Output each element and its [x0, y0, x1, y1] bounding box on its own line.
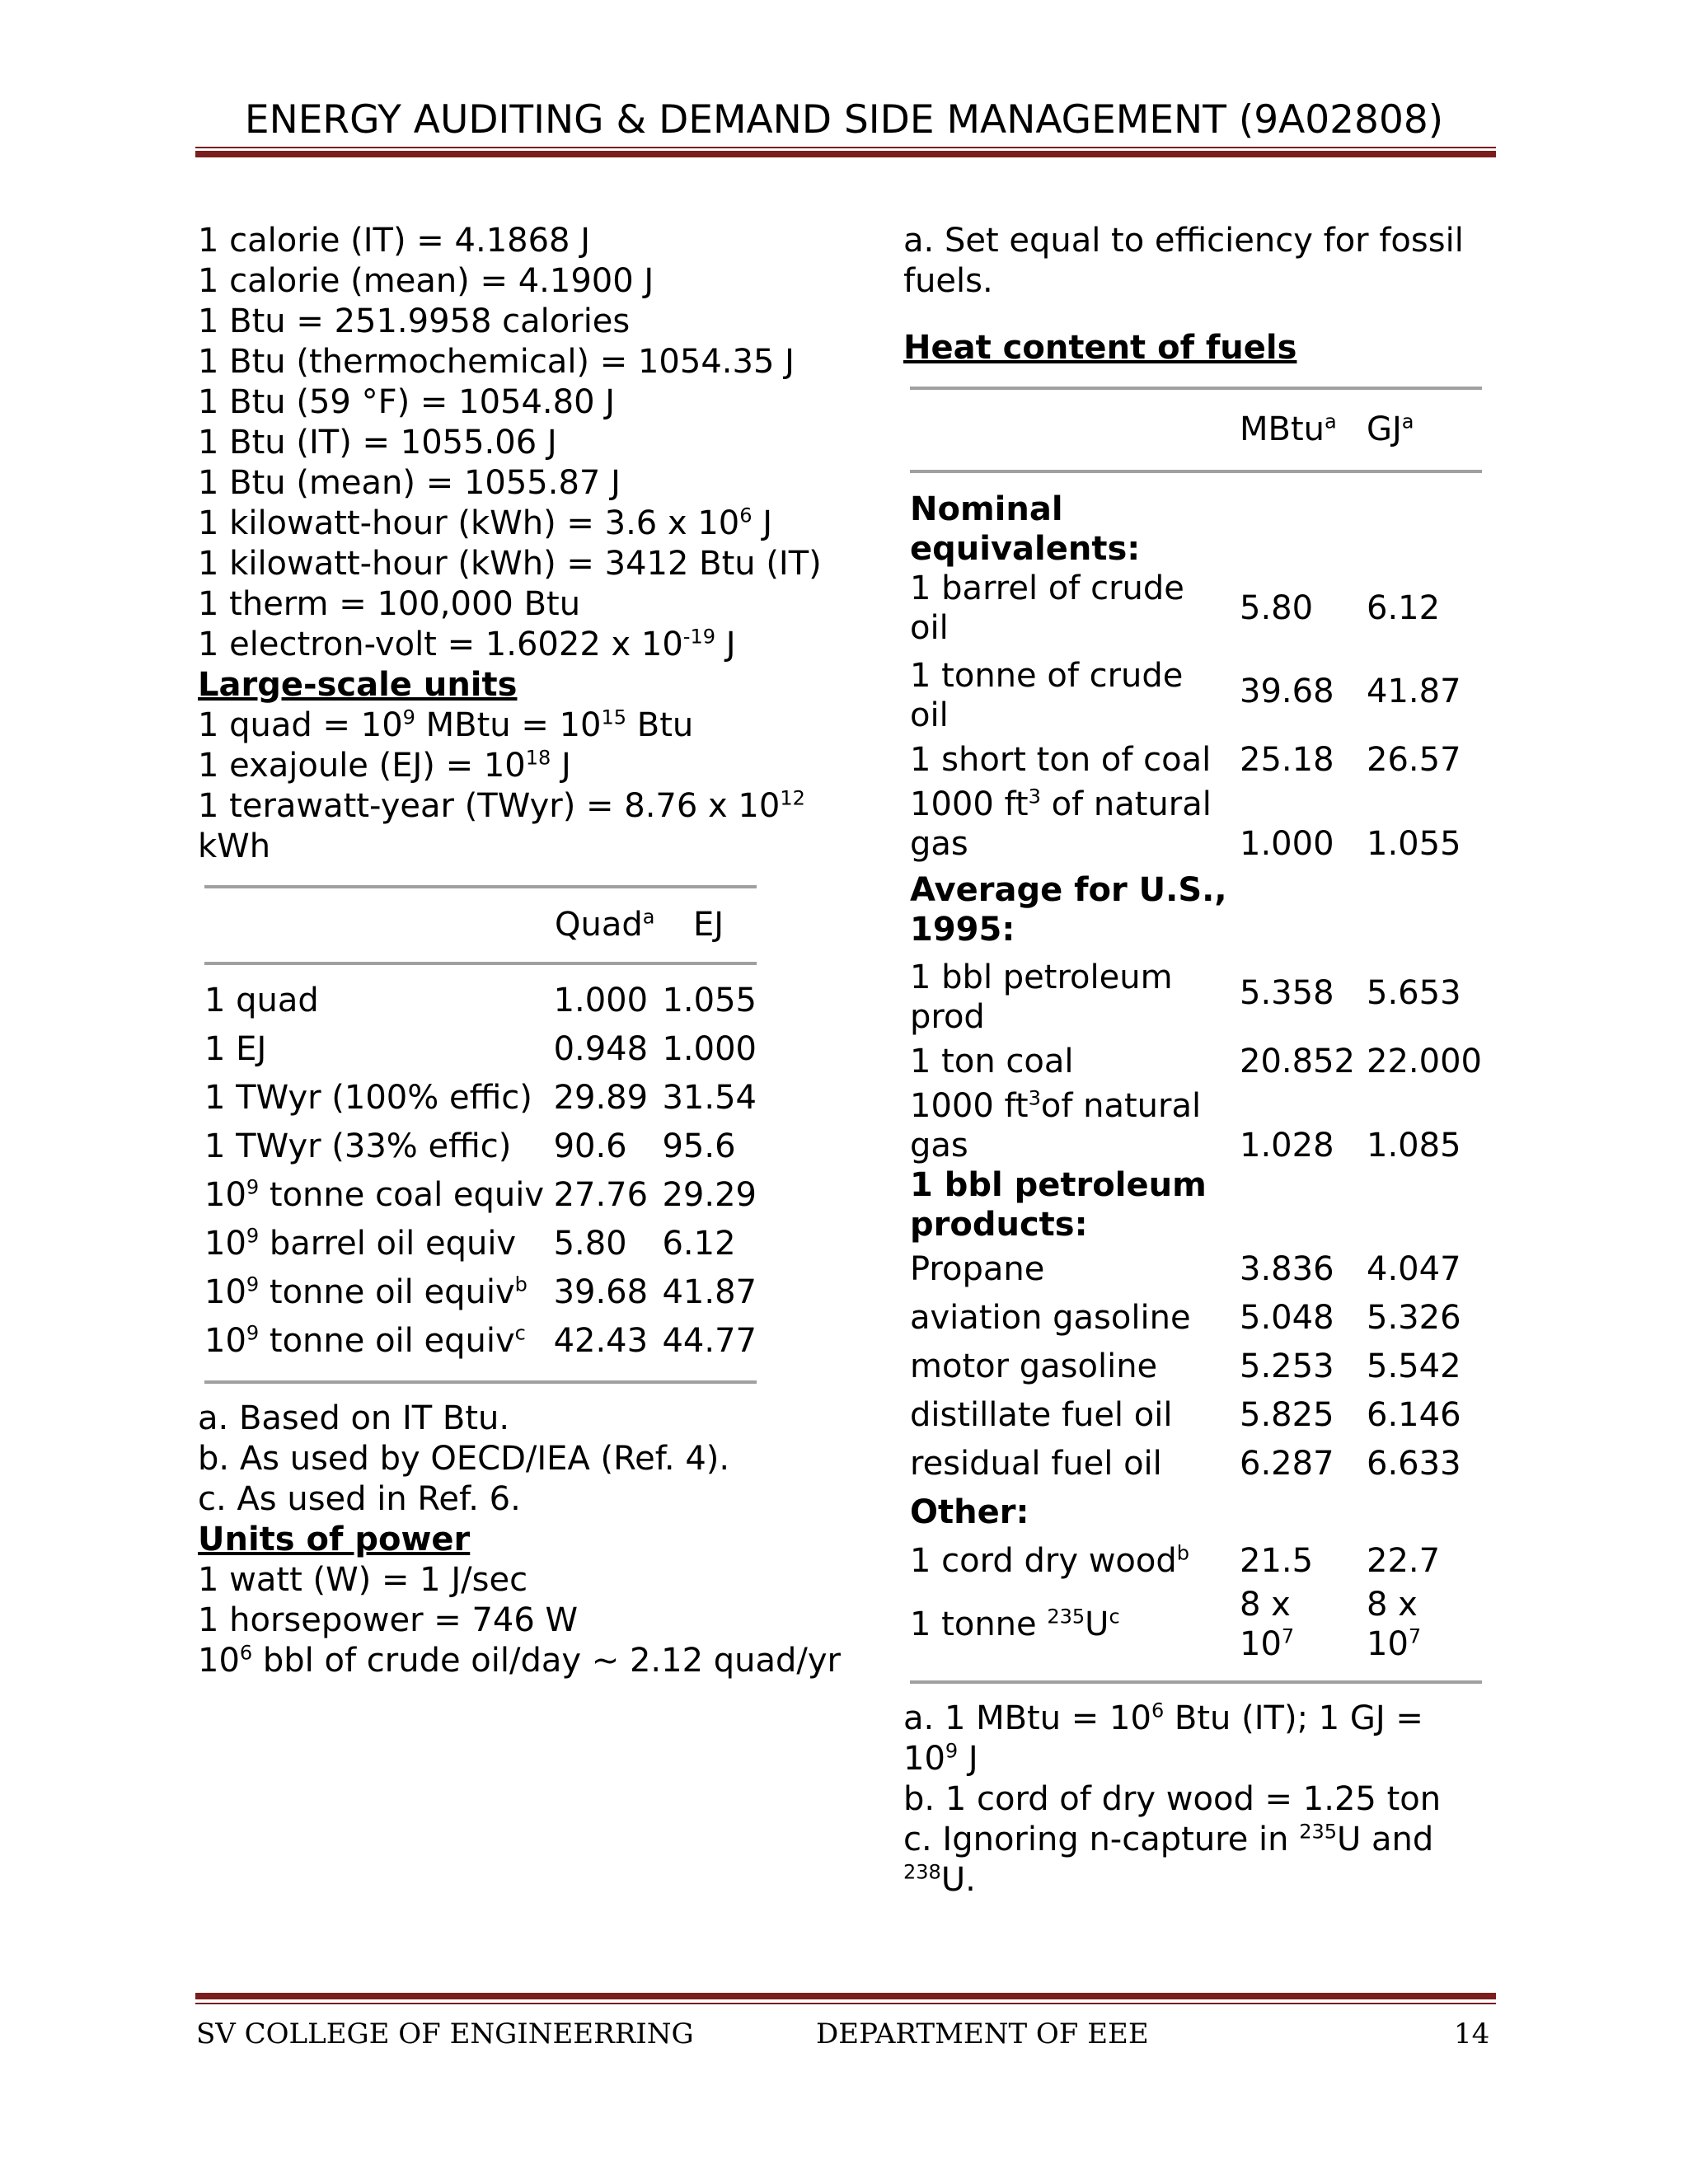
power-line: $10^6$ bbl of crude oil/day ~ 2.12 quad/yr: [198, 1641, 841, 1680]
conversion-line: 1 electron-volt = 1.6022 x $10^{-19}$ J: [198, 625, 736, 663]
conversion-line: 1 calorie (IT) = 4.1868 J: [198, 222, 590, 260]
table-top-rule: [910, 387, 1482, 390]
table-bottom-rule: [204, 1380, 757, 1384]
table-row: 1 short ton of coal 25.18 26.57: [910, 741, 1461, 779]
column-header-gj: $GJ^a$: [1367, 410, 1414, 448]
conversion-line: 1 Btu = 251.9958 calories: [198, 302, 631, 340]
section-row: Other:: [910, 1493, 1029, 1531]
heat-header-table: [910, 405, 1482, 455]
left-column: [198, 221, 874, 1681]
column-header-mbtu: MBtu$^a$: [1240, 410, 1337, 448]
table-row: 1 TWyr (100% effic) 29.89 31.54: [204, 1079, 757, 1117]
heat-content-heading: Heat content of fuels: [903, 329, 1297, 367]
footnote: b. As used by OECD/IEA (Ref. 4).: [198, 1440, 730, 1478]
page-number: 14: [1454, 2018, 1490, 2050]
table-bottom-rule: [910, 1680, 1482, 1684]
footnote: a. 1 MBtu = $10^6$ Btu (IT); 1 GJ =: [903, 1699, 1423, 1737]
table-row: 1 TWyr (33% effic) 90.6 95.6: [204, 1127, 736, 1165]
conversion-line: 1 calorie (mean) = 4.1900 J: [198, 262, 654, 300]
conversion-line: 1 kilowatt-hour (kWh) = 3.6 x $10^6$ J: [198, 504, 773, 542]
quad-definition: 1 quad = $10^9$ MBtu = $10^{15}$ Btu: [198, 705, 694, 744]
column-header-quad: Quad$^a$: [555, 905, 655, 944]
table-row: motor gasoline 5.253 5.542: [910, 1347, 1461, 1385]
unit-conversions-list: [198, 221, 874, 665]
header-rule-thin: [195, 147, 1496, 148]
power-line: 1 watt (W) = 1 J/sec: [198, 1561, 528, 1599]
quad-ej-body: [204, 977, 757, 1366]
footnote: $^{238}$U.: [903, 1860, 976, 1899]
table-row: 1 bbl petroleum prod 5.358 5.653: [910, 958, 1461, 1036]
table-row: 1 tonne $^{235}U^c$ 8 x $10^7$ 8 x $10^7$: [910, 1586, 1422, 1663]
large-scale-units-heading: Large-scale units: [198, 666, 518, 704]
table-header-rule: [204, 962, 757, 965]
section-row: 1 bbl petroleum products:: [910, 1166, 1207, 1244]
table-row: Propane 3.836 4.047: [910, 1249, 1461, 1288]
table-row: 1 cord dry wood$^b$ 21.5 22.7: [910, 1541, 1441, 1580]
power-line: 1 horsepower = 746 W: [198, 1601, 579, 1639]
conversion-line: 1 Btu (thermochemical) = 1054.35 J: [198, 343, 795, 381]
heat-content-table: [910, 387, 1482, 1684]
column-header-ej: EJ: [693, 906, 724, 944]
table-row: 1 barrel of crude oil 5.80 6.12: [910, 569, 1441, 647]
table-header-rule: [910, 470, 1482, 473]
footnote: $10^9$ J: [903, 1739, 978, 1778]
efficiency-note-cont: fuels.: [903, 262, 993, 300]
table-row: $10^9$ barrel oil equiv 5.80 6.12: [204, 1224, 736, 1263]
table-row: residual fuel oil 6.287 6.633: [910, 1444, 1461, 1483]
section-row: Average for U.S., 1995:: [910, 871, 1227, 949]
table-row: aviation gasoline 5.048 5.326: [910, 1298, 1461, 1337]
heat-table-footnotes: [903, 1699, 1497, 1900]
table-row: $10^9$ tonne oil equiv$^c$ 42.43 44.77: [204, 1321, 757, 1360]
footer-college: SV COLLEGE OF ENGINEERRING: [196, 2018, 694, 2050]
conversion-line: 1 therm = 100,000 Btu: [198, 585, 581, 623]
footer-department: DEPARTMENT OF EEE: [816, 2018, 1149, 2050]
footnote: b. 1 cord of dry wood = 1.25 ton: [903, 1780, 1442, 1818]
page-header-title: ENERGY AUDITING & DEMAND SIDE MANAGEMENT (9A02808): [244, 97, 1444, 143]
footnote: c. As used in Ref. 6.: [198, 1480, 521, 1518]
right-column: [903, 221, 1497, 1900]
efficiency-note: a. Set equal to efficiency for fossil: [903, 222, 1464, 260]
exajoule-definition: 1 exajoule $(EJ) = 10^{18}$ J: [198, 746, 571, 785]
table-row: 1000 $ft^3$ of natural gas 1.000 1.055: [910, 785, 1461, 863]
table-row: 1 quad 1.000 1.055: [204, 982, 757, 1019]
table-row: $10^9$ tonne oil equiv$^b$ 39.68 41.87: [204, 1272, 757, 1311]
footnote: a. Based on IT Btu.: [198, 1399, 510, 1437]
table-row: 1 tonne of crude oil 39.68 41.87: [910, 657, 1461, 734]
table-row: 1 EJ 0.948 1.000: [204, 1030, 757, 1068]
table-header-row: [204, 900, 757, 950]
table-row: distillate fuel oil 5.825 6.146: [910, 1395, 1461, 1434]
quad-ej-table: [204, 885, 757, 1384]
table-row: 1000 $ft^3of$ natural gas 1.028 1.085: [910, 1086, 1461, 1165]
footnote: c. Ignoring n-capture in $^{235}$U and: [903, 1820, 1434, 1858]
footer-rule-thick: [195, 1993, 1496, 1999]
conversion-line: 1 kilowatt-hour (kWh) = 3412 Btu (IT): [198, 545, 822, 583]
units-of-power-heading: Units of power: [198, 1521, 471, 1558]
section-row: Nominal equivalents:: [910, 490, 1141, 568]
table-row: 1 ton coal 20.852 22.000: [910, 1043, 1482, 1080]
conversion-line: 1 Btu (mean) = 1055.87 J: [198, 464, 621, 502]
header-rule-thick: [195, 151, 1496, 157]
terawatt-year-definition: 1 terawatt-year (TWyr) = 8.76 x $10^{12}$: [198, 786, 805, 825]
conversion-line: 1 Btu (59 °F) = 1054.80 J: [198, 383, 616, 421]
terawatt-year-unit: kWh: [198, 827, 271, 865]
footer-rule-thin: [195, 2003, 1496, 2004]
heat-content-body: [910, 490, 1482, 1664]
quad-ej-header-table: [204, 900, 757, 950]
table-row: $10^9$ tonne coal equiv 27.76 29.29: [204, 1175, 757, 1214]
table-top-rule: [204, 885, 757, 888]
table-header-row: [910, 405, 1482, 455]
conversion-line: 1 Btu (IT) = 1055.06 J: [198, 424, 557, 462]
table-footnotes: [198, 1399, 874, 1520]
